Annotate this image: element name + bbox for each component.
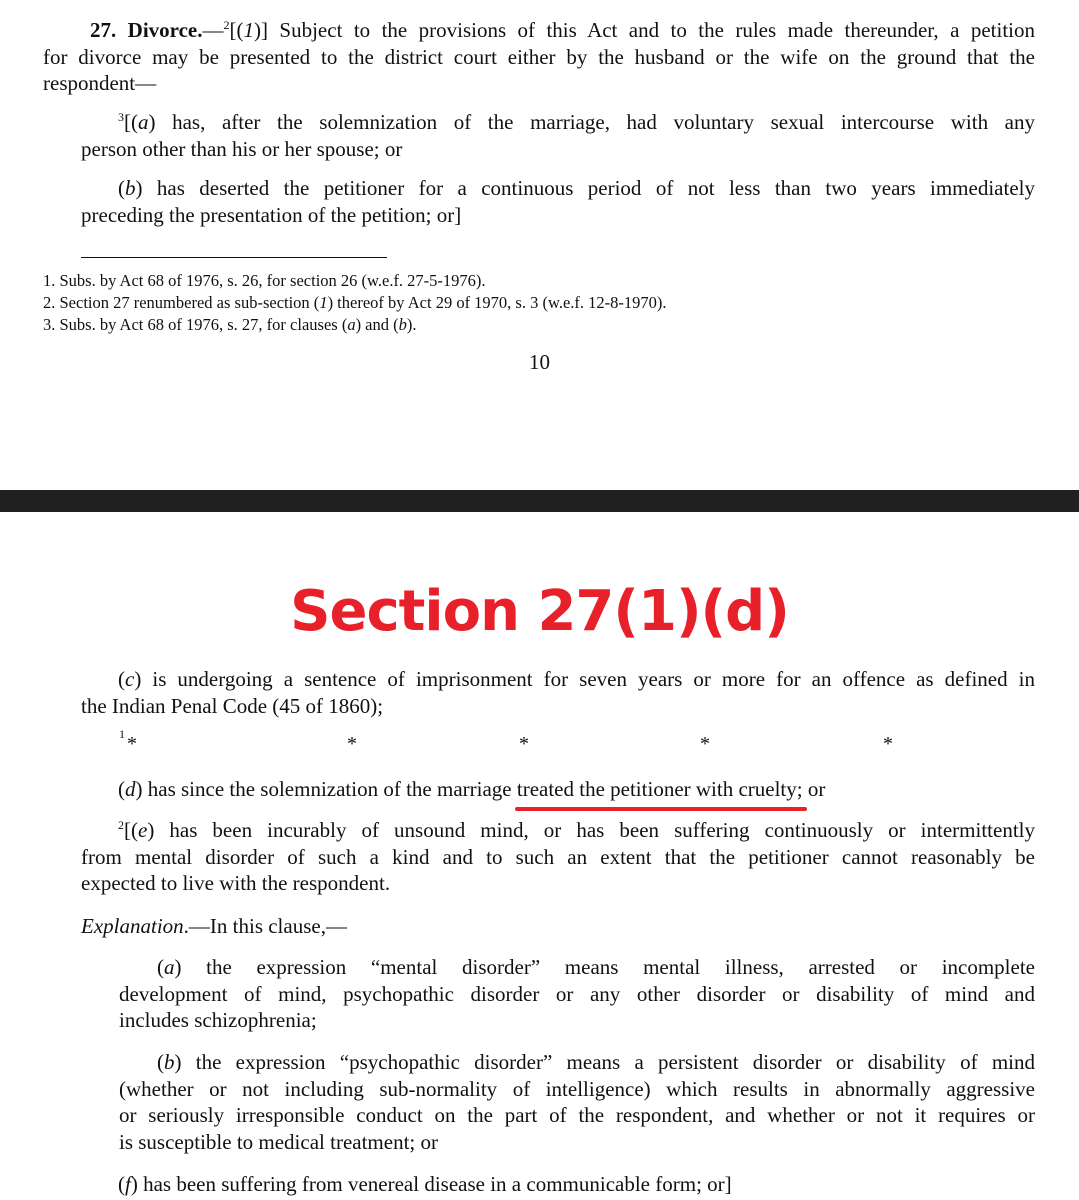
footnote-ref: 2 (118, 818, 124, 832)
omission-stars (0, 727, 1079, 763)
section-heading: 27. Divorce. (90, 18, 203, 42)
clause-e: $^2$[(e) has been incurably of unsound mind, or has been suffering continuously or intermittently from mental disorder of such a kind and to such an extent that the petitioner cannot reasonably be expected to live with the respondent. (81, 818, 1035, 895)
omission-star: * (347, 733, 357, 755)
footnote-1: 1. Subs. by Act 68 of 1976, s. 26, for section 26 (w.e.f. 27-5-1976). (43, 271, 486, 290)
omission-star: * (127, 733, 137, 755)
explanation-a: (a) the expression “mental disorder” means mental illness, arrested or incomplete development of mind, psychopathic disorder or any other disorder or disability of mind and includes schizophrenia; (119, 955, 1035, 1032)
annotation-title: Section 27(1)(d) (290, 579, 789, 644)
footnote-ref: 3 (118, 110, 124, 124)
footnote-ref: 2 (223, 18, 230, 32)
clause-a: $^3$[(a) has, after the solemnization of the marriage, had voluntary sexual intercourse with any person other than his or her spouse; or (81, 110, 1035, 161)
page-top (0, 0, 1079, 490)
explanation-b: (b) the expression “psychopathic disorder” means a persistent disorder or disability of mind (whether or not including sub-normality of intelligence) which results in abnormally aggressive or seriously irresponsible conduct on the part of the respondent, and whether or not it requires or is susceptible to medical treatment; or (119, 1050, 1035, 1154)
omission-star: * (883, 733, 893, 755)
highlighted-phrase: treated the petitioner with cruelty; (516, 777, 803, 801)
footnote-2: 2. Section 27 renumbered as sub-section (1) thereof by Act 29 of 1970, s. 3 (w.e.f. 12-8-1970). (43, 293, 667, 312)
clause-d: (d) has since the solemnization of the marriage treated the petitioner with cruelty; or (118, 777, 826, 801)
omission-star: * (700, 733, 710, 755)
explanation-heading: Explanation.—In this clause,— (81, 914, 347, 938)
clause-f: (f) has been suffering from venereal disease in a communicable form; or] (118, 1172, 732, 1196)
clause-c: (c) is undergoing a sentence of imprisonment for seven years or more for an offence as defined in the Indian Penal Code (45 of 1860); (81, 667, 1035, 718)
footnote-divider (81, 257, 387, 258)
omission-star: * (519, 733, 529, 755)
footnote-ref: 1 (119, 727, 125, 741)
footnote-3: 3. Subs. by Act 68 of 1976, s. 27, for clauses (a) and (b). (43, 315, 417, 334)
section-27-intro: 27. Divorce.—$^2$[(1)] Subject to the provisions of this Act and to the rules made thereunder, a petition for divorce may be presented to the district court either by the husband or the wife on the ground that the respondent— (43, 18, 1035, 95)
clause-b: (b) has deserted the petitioner for a continuous period of not less than two years immediately preceding the presentation of the petition; or] (81, 176, 1035, 227)
page-separator-bar (0, 490, 1079, 512)
page-number: 10 (529, 350, 550, 374)
